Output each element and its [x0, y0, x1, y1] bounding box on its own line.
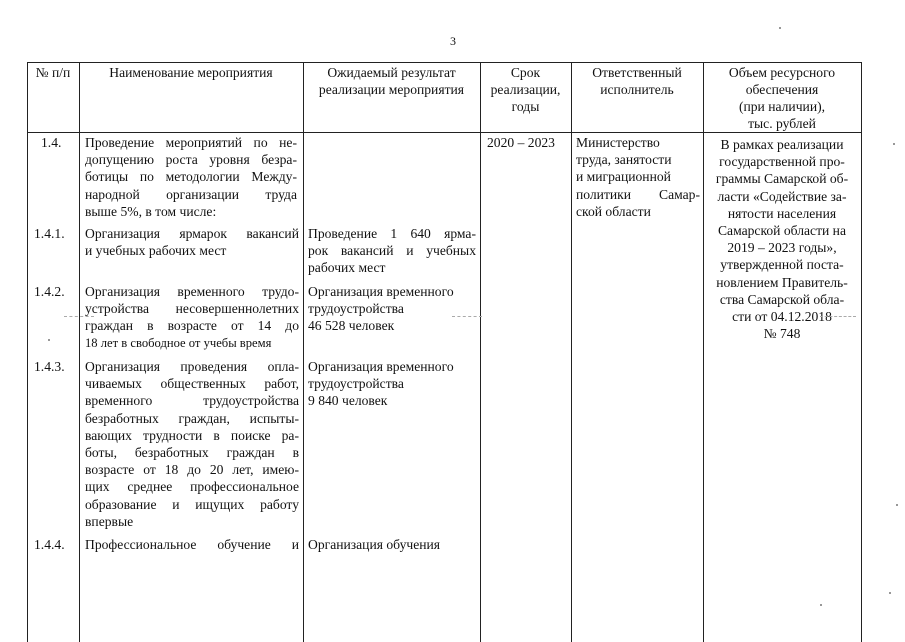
executor-value	[576, 134, 700, 220]
scan-artifact	[889, 592, 891, 594]
header-line: Ожидаемый результат	[327, 65, 456, 80]
text-line: выше 5%, в том числе:	[85, 203, 217, 219]
text-line: нятости населения	[727, 205, 837, 221]
header-line: реализации,	[490, 82, 561, 97]
text-line: рабочих мест	[308, 260, 386, 276]
scan-artifact	[452, 316, 482, 317]
text-line: ласти «Содействие за-	[717, 188, 847, 204]
text-line: и миграционной	[576, 169, 671, 185]
text-line: В рамках реализации	[720, 137, 844, 152]
event-name	[85, 134, 297, 220]
text-line: новлением Правитель-	[716, 274, 848, 290]
row-number: 1.4.	[41, 135, 62, 150]
header-line: Ответственный	[592, 65, 682, 80]
header-line: исполнитель	[600, 82, 674, 97]
header-line: Срок	[510, 65, 541, 80]
scan-artifact	[64, 316, 94, 317]
text-line: чиваемых общественных работ,	[85, 376, 299, 392]
text-line: трудоустройства	[308, 301, 404, 317]
text-line: народной организации труда	[85, 186, 297, 202]
text-line: образование и ищущих работу	[85, 496, 299, 512]
header-line: Объем ресурсного	[728, 65, 836, 80]
expected-result	[308, 283, 476, 335]
text-line: вающих трудности в поиске ра-	[85, 427, 299, 443]
text-line: Организация временного	[308, 284, 454, 299]
scan-artifact	[896, 504, 898, 506]
text-line: граждан в возрасте от 14 до	[85, 318, 299, 334]
scan-artifact	[779, 27, 781, 29]
row-number: 1.4.4.	[34, 537, 65, 552]
event-name	[85, 225, 299, 259]
text-line: утвержденной поста-	[720, 257, 844, 273]
expected-result	[308, 358, 476, 410]
column-divider	[703, 62, 704, 642]
text-line: рок вакансий и учебных	[308, 243, 476, 259]
table-top-rule	[27, 62, 861, 63]
text-line: Организация временного	[308, 359, 454, 374]
scan-artifact	[893, 143, 895, 145]
header-number: № п/п	[35, 65, 71, 80]
text-line: Организация проведения опла-	[85, 359, 299, 374]
document-table	[27, 62, 861, 642]
header-line: годы	[511, 99, 540, 114]
header-line: реализации мероприятия	[318, 82, 465, 97]
event-name: Профессиональное обучение и	[85, 537, 299, 552]
text-line: возрасте от 18 до 20 лет, имею-	[85, 462, 299, 478]
text-line: ботицы по методологии Между-	[85, 169, 297, 185]
column-divider	[79, 62, 80, 642]
text-line: Организация ярмарок вакансий	[85, 226, 299, 241]
text-line: № 748	[763, 326, 801, 342]
header-expected-result	[303, 64, 480, 98]
header-term	[480, 64, 571, 115]
scan-artifact	[820, 316, 856, 317]
text-line: ства Самарской обла-	[719, 291, 845, 307]
text-line: Самарской области на	[717, 223, 846, 239]
funding-value	[705, 136, 859, 342]
text-line: сти от 04.12.2018	[732, 309, 832, 325]
page-number: 3	[450, 34, 456, 48]
text-line: устройства несовершеннолетних	[85, 301, 299, 317]
text-line: труда, занятости	[576, 152, 672, 168]
text-line: граммы Самарской об-	[715, 171, 849, 187]
text-line: Проведение мероприятий по не-	[85, 135, 297, 150]
table-border-left	[27, 62, 28, 642]
text-line: боты, безработных граждан в	[85, 445, 299, 461]
term-value: 2020 – 2023	[487, 135, 555, 150]
text-line: ской области	[576, 203, 651, 219]
text-line: временного трудоустройства	[85, 393, 299, 409]
table-header-rule	[27, 132, 861, 133]
event-name	[85, 283, 299, 352]
scan-artifact	[48, 339, 50, 341]
text-line: 9 840 человек	[308, 393, 388, 409]
text-line: трудоустройства	[308, 376, 404, 392]
text-line: Проведение 1 640 ярма-	[308, 226, 476, 241]
scan-artifact	[820, 604, 822, 606]
text-line: 46 528 человек	[308, 318, 395, 334]
expected-result	[308, 225, 476, 277]
text-line: безработных граждан, испыты-	[85, 410, 299, 426]
table-border-right	[861, 62, 862, 642]
text-line: Министерство	[576, 135, 660, 150]
text-line: 2019 – 2023 годы»,	[727, 240, 837, 256]
event-name	[85, 358, 299, 530]
text-line: политики Самар-	[576, 186, 700, 202]
header-line: тыс. рублей	[748, 116, 816, 131]
column-divider	[480, 62, 481, 642]
text-line: Организация временного трудо-	[85, 284, 299, 299]
header-line: обеспечения	[745, 82, 819, 97]
expected-result: Организация обучения	[308, 537, 441, 552]
text-line: щих среднее профессиональное	[85, 479, 299, 495]
column-divider	[571, 62, 572, 642]
text-line: и учебных рабочих мест	[85, 243, 227, 259]
header-event-name: Наименование мероприятия	[109, 65, 273, 80]
header-line: (при наличии),	[738, 99, 826, 114]
column-divider	[303, 62, 304, 642]
text-line: государственной про-	[719, 154, 845, 170]
header-executor	[571, 64, 703, 98]
row-number: 1.4.3.	[34, 359, 65, 374]
row-number: 1.4.1.	[34, 226, 65, 241]
text-line: допущению роста уровня безра-	[85, 152, 297, 168]
row-number: 1.4.2.	[34, 284, 65, 299]
header-funding	[703, 64, 861, 132]
text-line: впервые	[85, 513, 134, 529]
text-line: 18 лет в свободное от учебы время	[85, 335, 272, 350]
